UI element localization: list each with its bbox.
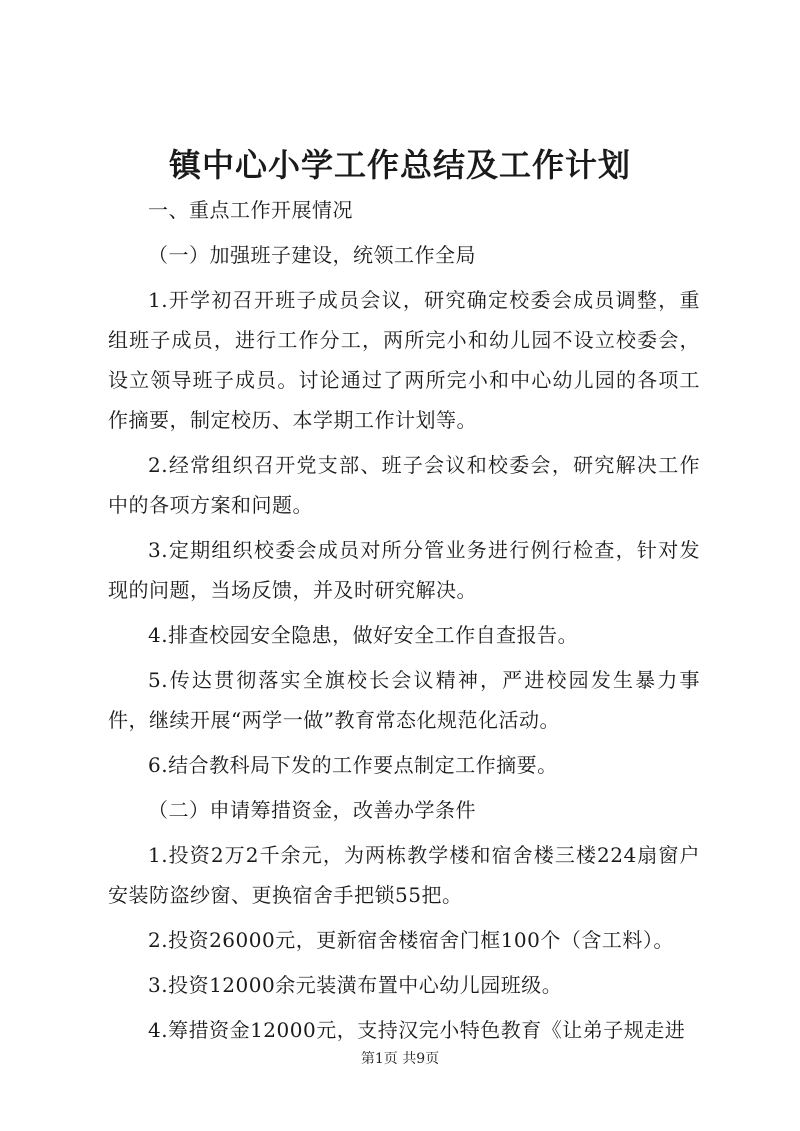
paragraph: 6.结合教科局下发的工作要点制定工作摘要。	[148, 753, 558, 777]
section-heading: 一、重点工作开展情况	[148, 198, 353, 222]
paragraph: 3.定期组织校委会成员对所分管业务进行例行检查，针对发现的问题，当场反馈，并及时研究解决。	[108, 538, 700, 602]
paragraph: 1.开学初召开班子成员会议，研究确定校委会成员调整，重组班子成员，进行工作分工，两所完小和幼儿园不设立校委会，设立领导班子成员。讨论通过了两所完小和中心幼儿园的各项工作摘要，制定校历、本学期工作计划等。	[108, 288, 700, 432]
paragraph: 4.筹措资金12000元，支持汉完小特色教育《让弟子规走进	[148, 1018, 686, 1042]
document-body	[108, 190, 700, 1055]
paragraph: 2.投资26000元，更新宿舍楼宿舍门框100个（含工料）。	[148, 928, 674, 952]
subsection-heading: （二）申请筹措资金，改善办学条件	[148, 798, 476, 822]
paragraph: 3.投资12000余元装潢布置中心幼儿园班级。	[148, 973, 563, 997]
subsection-heading: （一）加强班子建设，统领工作全局	[148, 243, 476, 267]
paragraph: 4.排查校园安全隐患，做好安全工作自查报告。	[148, 623, 579, 647]
paragraph: 2.经常组织召开党支部、班子会议和校委会，研究解决工作中的各项方案和问题。	[108, 453, 700, 517]
page-footer: 第1页 共9页	[360, 1051, 440, 1067]
paragraph: 5.传达贯彻落实全旗校长会议精神，严进校园发生暴力事件，继续开展“两学一做”教育常态化规范化活动。	[108, 668, 700, 732]
paragraph: 1.投资2万2千余元，为两栋教学楼和宿舍楼三楼224扇窗户安装防盗纱窗、更换宿舍手把锁55把。	[108, 843, 700, 907]
document-title: 镇中心小学工作总结及工作计划	[168, 146, 631, 184]
